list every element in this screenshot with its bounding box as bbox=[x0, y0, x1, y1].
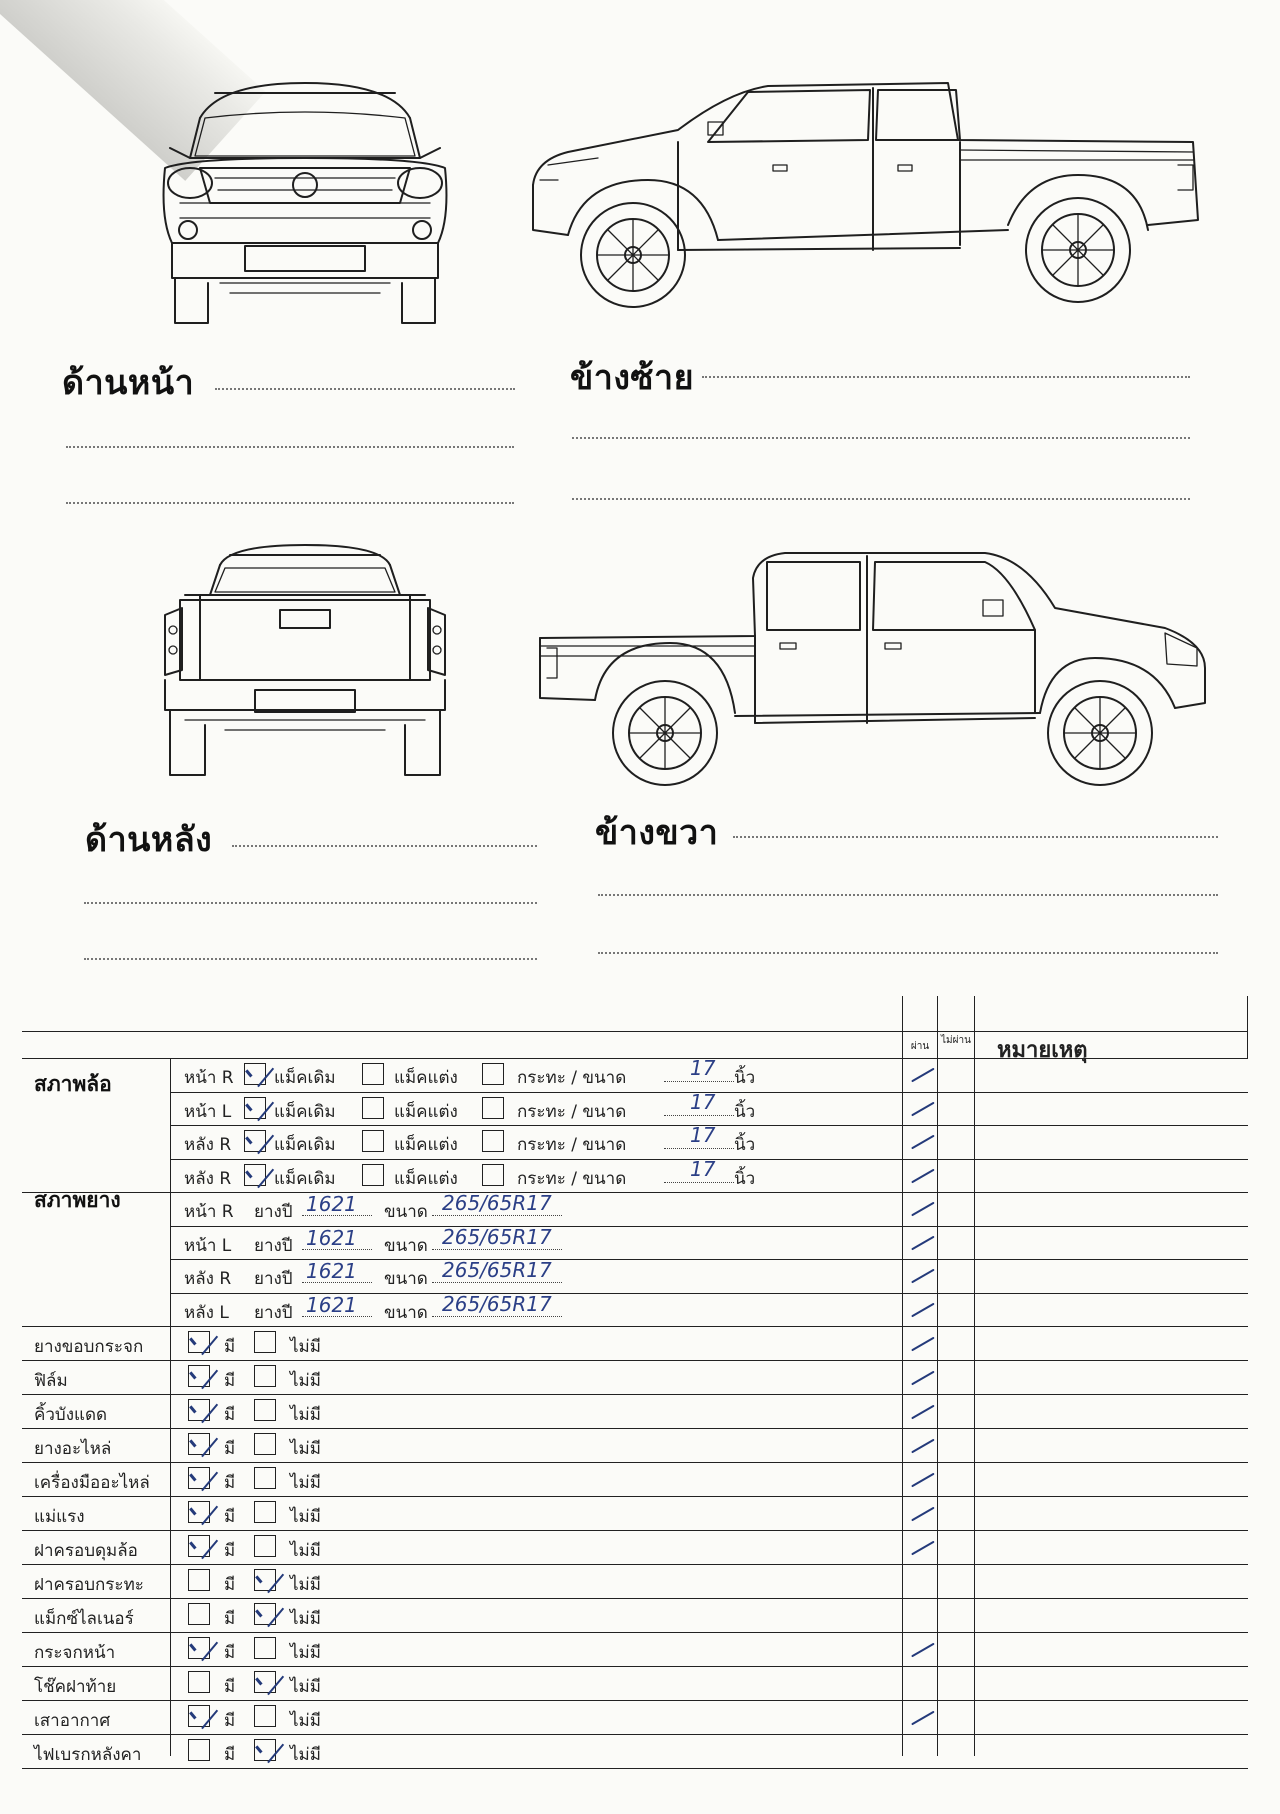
has-label: มี bbox=[224, 1439, 236, 1459]
has-checkbox[interactable] bbox=[188, 1603, 210, 1625]
none-label: ไม่มี bbox=[290, 1473, 321, 1493]
accessory-item-label: ฝาครอบดุมล้อ bbox=[34, 1541, 138, 1561]
tire-year-label: ยางปี bbox=[254, 1269, 293, 1289]
item-pass-mark[interactable] bbox=[910, 1371, 934, 1385]
has-label: มี bbox=[224, 1337, 236, 1357]
has-checkbox[interactable] bbox=[188, 1535, 210, 1557]
none-label: ไม่มี bbox=[290, 1609, 321, 1629]
wheel-option-steel: กระทะ / ขนาด bbox=[517, 1068, 627, 1088]
has-checkbox[interactable] bbox=[188, 1467, 210, 1489]
item-pass-mark[interactable] bbox=[910, 1711, 934, 1725]
tire-year-value[interactable]: 1621 bbox=[306, 1259, 357, 1283]
rear-note-line-1[interactable] bbox=[232, 845, 537, 847]
wheel-option-custom: แม็คแต่ง bbox=[394, 1135, 458, 1155]
none-label: ไม่มี bbox=[290, 1745, 321, 1765]
wheel-size-value[interactable]: 17 bbox=[690, 1056, 716, 1080]
tire-row-position: หน้า L bbox=[184, 1235, 232, 1256]
has-checkbox[interactable] bbox=[188, 1433, 210, 1455]
wheel-pass-mark[interactable] bbox=[910, 1102, 934, 1116]
has-checkbox[interactable] bbox=[188, 1569, 210, 1591]
tire-row-position: หลัง L bbox=[184, 1302, 229, 1323]
has-label: มี bbox=[224, 1473, 236, 1493]
has-label: มี bbox=[224, 1371, 236, 1391]
tire-year-label: ยางปี bbox=[254, 1302, 293, 1323]
tire-size-label: ขนาด bbox=[384, 1269, 428, 1289]
left-view-label: ข้างซ้าย bbox=[570, 358, 695, 398]
tire-size-value[interactable]: 265/65R17 bbox=[442, 1291, 552, 1316]
none-label: ไม่มี bbox=[290, 1541, 321, 1561]
none-label: ไม่มี bbox=[290, 1371, 321, 1391]
wheel-option-original: แม็คเดิม bbox=[274, 1135, 336, 1155]
has-label: มี bbox=[224, 1643, 236, 1663]
left-note-line-2[interactable] bbox=[572, 437, 1190, 439]
wheel-option-original: แม็คเดิม bbox=[274, 1101, 336, 1122]
col-remark-line bbox=[974, 996, 975, 1756]
tire-pass-mark[interactable] bbox=[910, 1236, 934, 1250]
has-checkbox[interactable] bbox=[188, 1399, 210, 1421]
truck-rear-drawing bbox=[160, 540, 450, 780]
custom-wheel-box[interactable] bbox=[362, 1063, 384, 1085]
tire-size-label: ขนาด bbox=[384, 1202, 428, 1222]
row-line bbox=[22, 1666, 1248, 1667]
has-label: มี bbox=[224, 1609, 236, 1629]
wheel-option-original: แม็คเดิม bbox=[274, 1068, 336, 1088]
wheel-pass-mark[interactable] bbox=[910, 1169, 934, 1183]
right-note-line-1[interactable] bbox=[733, 836, 1218, 838]
none-checkbox[interactable] bbox=[254, 1739, 276, 1761]
inspection-table bbox=[22, 996, 1248, 1765]
wheel-check-box[interactable] bbox=[244, 1063, 266, 1085]
item-pass-mark[interactable] bbox=[910, 1541, 934, 1555]
none-checkbox[interactable] bbox=[254, 1569, 276, 1591]
front-note-line-1[interactable] bbox=[215, 388, 515, 390]
tire-year-value[interactable]: 1621 bbox=[306, 1292, 357, 1317]
rear-note-line-3[interactable] bbox=[84, 958, 537, 960]
has-checkbox[interactable] bbox=[188, 1501, 210, 1523]
tire-section-title: สภาพยาง bbox=[34, 1188, 121, 1212]
wheel-size-value[interactable]: 17 bbox=[690, 1123, 716, 1147]
has-label: มี bbox=[224, 1541, 236, 1561]
item-pass-mark[interactable] bbox=[910, 1405, 934, 1419]
tire-size-label: ขนาด bbox=[384, 1235, 428, 1256]
tire-pass-mark[interactable] bbox=[910, 1303, 934, 1317]
left-note-line-1[interactable] bbox=[702, 376, 1190, 378]
tire-year-label: ยางปี bbox=[254, 1202, 293, 1222]
has-checkbox[interactable] bbox=[188, 1331, 210, 1353]
has-label: มี bbox=[224, 1711, 236, 1731]
wheel-size-unit: นิ้ว bbox=[734, 1135, 756, 1155]
none-checkbox[interactable] bbox=[254, 1603, 276, 1625]
wheel-row-position: หลัง R bbox=[184, 1168, 232, 1189]
accessory-item-label: ยางอะไหล่ bbox=[34, 1439, 112, 1459]
custom-wheel-box[interactable] bbox=[362, 1130, 384, 1152]
header-remark: หมายเหตุ bbox=[997, 1038, 1088, 1063]
right-note-line-3[interactable] bbox=[598, 952, 1218, 954]
accessory-item-label: แม็กซ์ไลเนอร์ bbox=[34, 1609, 134, 1629]
none-label: ไม่มี bbox=[290, 1643, 321, 1663]
header-fail: ไม่ผ่าน bbox=[941, 1035, 971, 1046]
accessory-item-label: ฟิล์ม bbox=[34, 1371, 68, 1391]
wheel-pass-mark[interactable] bbox=[910, 1135, 934, 1149]
wheel-size-unit: นิ้ว bbox=[734, 1101, 756, 1122]
item-pass-mark[interactable] bbox=[910, 1473, 934, 1487]
wheel-section-title: สภาพล้อ bbox=[34, 1072, 112, 1096]
has-label: มี bbox=[224, 1405, 236, 1425]
item-pass-mark[interactable] bbox=[910, 1337, 934, 1351]
wheel-size-value[interactable]: 17 bbox=[690, 1156, 716, 1181]
none-label: ไม่มี bbox=[290, 1575, 321, 1595]
right-view-label: ข้างขวา bbox=[595, 813, 719, 853]
rear-view-label: ด้านหลัง bbox=[85, 820, 213, 860]
accessory-item-label: ไฟเบรกหลังคา bbox=[34, 1745, 142, 1765]
truck-front-drawing bbox=[160, 78, 450, 328]
none-checkbox[interactable] bbox=[254, 1331, 276, 1353]
none-checkbox[interactable] bbox=[254, 1501, 276, 1523]
has-checkbox[interactable] bbox=[188, 1739, 210, 1761]
table-right-border bbox=[1247, 996, 1248, 1058]
none-checkbox[interactable] bbox=[254, 1535, 276, 1557]
item-pass-mark[interactable] bbox=[910, 1507, 934, 1521]
none-checkbox[interactable] bbox=[254, 1637, 276, 1659]
wheel-row-position: หลัง R bbox=[184, 1135, 232, 1155]
tire-size-value[interactable]: 265/65R17 bbox=[442, 1191, 552, 1215]
none-label: ไม่มี bbox=[290, 1507, 321, 1527]
custom-wheel-box[interactable] bbox=[362, 1164, 384, 1186]
row-line bbox=[22, 1734, 1248, 1735]
steel-wheel-box[interactable] bbox=[482, 1164, 504, 1186]
row-line bbox=[22, 1564, 1248, 1565]
wheel-size-unit: นิ้ว bbox=[734, 1168, 756, 1189]
wheel-size-unit: นิ้ว bbox=[734, 1068, 756, 1088]
none-checkbox[interactable] bbox=[254, 1365, 276, 1387]
wheel-pass-mark[interactable] bbox=[910, 1068, 934, 1082]
steel-wheel-box[interactable] bbox=[482, 1097, 504, 1119]
truck-left-side-drawing bbox=[528, 80, 1208, 315]
front-view-label: ด้านหน้า bbox=[62, 363, 195, 403]
has-label: มี bbox=[224, 1677, 236, 1697]
accessory-item-label: คิ้วบังแดด bbox=[34, 1405, 108, 1425]
tire-size-value[interactable]: 265/65R17 bbox=[442, 1224, 552, 1249]
accessory-item-label: เสาอากาศ bbox=[34, 1711, 111, 1731]
accessory-item-label: ยางขอบกระจก bbox=[34, 1337, 144, 1357]
tire-row-position: หลัง R bbox=[184, 1269, 232, 1289]
none-checkbox[interactable] bbox=[254, 1705, 276, 1727]
steel-wheel-box[interactable] bbox=[482, 1063, 504, 1085]
wheel-check-box[interactable] bbox=[244, 1130, 266, 1152]
has-checkbox[interactable] bbox=[188, 1671, 210, 1693]
col-pass-line bbox=[902, 996, 903, 1756]
tire-size-value[interactable]: 265/65R17 bbox=[442, 1258, 552, 1282]
none-label: ไม่มี bbox=[290, 1439, 321, 1459]
wheel-option-custom: แม็คแต่ง bbox=[394, 1101, 458, 1122]
truck-right-side-drawing bbox=[535, 548, 1210, 788]
wheel-option-original: แม็คเดิม bbox=[274, 1168, 336, 1189]
accessory-item-label: โช๊คฝาท้าย bbox=[34, 1677, 117, 1697]
wheel-check-box[interactable] bbox=[244, 1164, 266, 1186]
left-note-line-3[interactable] bbox=[572, 498, 1190, 500]
col-fail-line bbox=[937, 996, 938, 1756]
accessory-item-label: ฝาครอบกระทะ bbox=[34, 1575, 144, 1595]
custom-wheel-box[interactable] bbox=[362, 1097, 384, 1119]
has-checkbox[interactable] bbox=[188, 1365, 210, 1387]
none-checkbox[interactable] bbox=[254, 1399, 276, 1421]
tire-year-value[interactable]: 1621 bbox=[306, 1192, 357, 1216]
wheel-row-position: หน้า L bbox=[184, 1101, 232, 1122]
wheel-option-steel: กระทะ / ขนาด bbox=[517, 1135, 627, 1155]
right-note-line-2[interactable] bbox=[598, 894, 1218, 896]
none-label: ไม่มี bbox=[290, 1677, 321, 1697]
rear-note-line-2[interactable] bbox=[84, 902, 537, 904]
header-pass: ผ่าน bbox=[910, 1041, 930, 1052]
wheel-option-steel: กระทะ / ขนาด bbox=[517, 1168, 627, 1189]
row-line bbox=[22, 1598, 1248, 1599]
accessory-item-label: แม่แรง bbox=[34, 1507, 85, 1527]
has-label: มี bbox=[224, 1745, 236, 1765]
none-label: ไม่มี bbox=[290, 1405, 321, 1425]
has-label: มี bbox=[224, 1507, 236, 1527]
accessory-item-label: กระจกหน้า bbox=[34, 1643, 116, 1663]
none-checkbox[interactable] bbox=[254, 1671, 276, 1693]
steel-wheel-box[interactable] bbox=[482, 1130, 504, 1152]
has-checkbox[interactable] bbox=[188, 1705, 210, 1727]
front-note-line-2[interactable] bbox=[66, 446, 514, 448]
tire-year-value[interactable]: 1621 bbox=[306, 1225, 357, 1250]
tire-pass-mark[interactable] bbox=[910, 1269, 934, 1283]
none-label: ไม่มี bbox=[290, 1337, 321, 1357]
row-line bbox=[22, 1768, 1248, 1769]
has-label: มี bbox=[224, 1575, 236, 1595]
accessory-item-label: เครื่องมืออะไหล่ bbox=[34, 1473, 150, 1493]
none-checkbox[interactable] bbox=[254, 1467, 276, 1489]
tire-size-label: ขนาด bbox=[384, 1302, 428, 1323]
tire-year-label: ยางปี bbox=[254, 1235, 293, 1256]
wheel-row-position: หน้า R bbox=[184, 1068, 234, 1088]
wheel-option-custom: แม็คแต่ง bbox=[394, 1168, 458, 1189]
tire-pass-mark[interactable] bbox=[910, 1202, 934, 1216]
none-label: ไม่มี bbox=[290, 1711, 321, 1731]
col-label-line bbox=[170, 1058, 171, 1756]
tire-row-position: หน้า R bbox=[184, 1202, 234, 1222]
wheel-size-value[interactable]: 17 bbox=[690, 1089, 716, 1114]
wheel-option-steel: กระทะ / ขนาด bbox=[517, 1101, 627, 1122]
front-note-line-3[interactable] bbox=[66, 502, 514, 504]
wheel-option-custom: แม็คแต่ง bbox=[394, 1068, 458, 1088]
none-checkbox[interactable] bbox=[254, 1433, 276, 1455]
item-pass-mark[interactable] bbox=[910, 1643, 934, 1657]
wheel-check-box[interactable] bbox=[244, 1097, 266, 1119]
has-checkbox[interactable] bbox=[188, 1637, 210, 1659]
row-line bbox=[22, 1192, 1248, 1193]
item-pass-mark[interactable] bbox=[910, 1439, 934, 1453]
